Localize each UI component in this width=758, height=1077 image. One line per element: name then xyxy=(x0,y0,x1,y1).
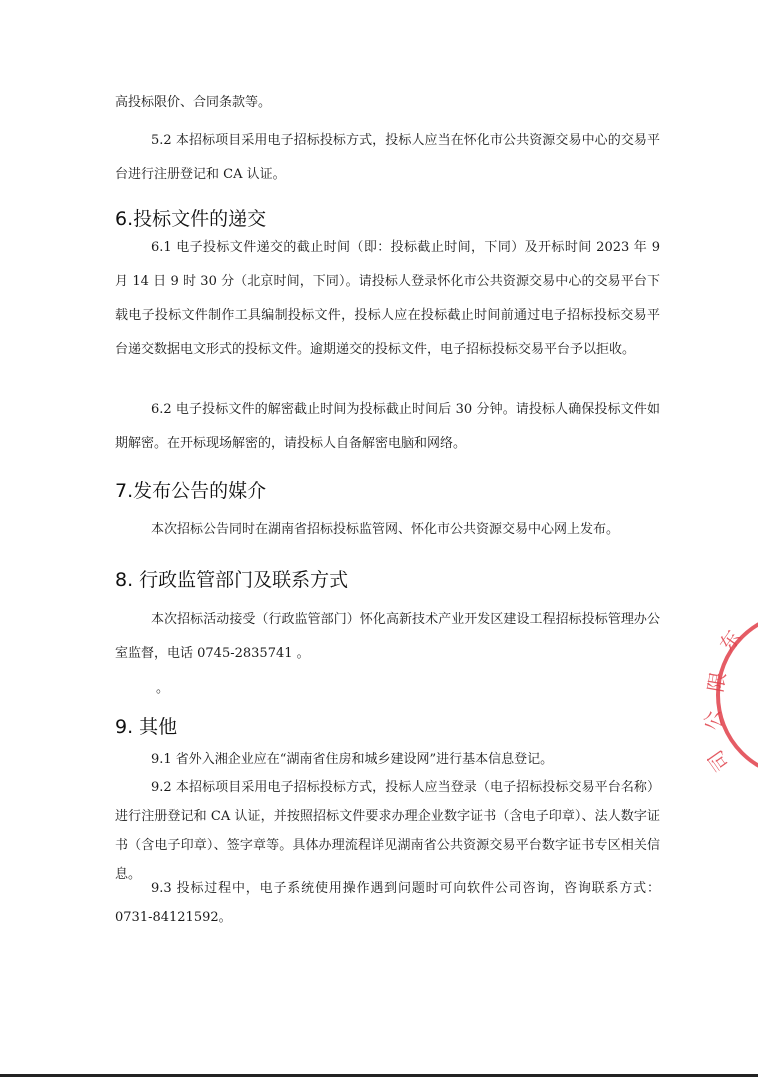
clause-9-3: 9.3 投标过程中，电子系统使用操作遇到问题时可向软件公司咨询，咨询联系方式：0731-84121592。 xyxy=(115,881,660,925)
stray-period: 。 xyxy=(156,681,170,696)
clause-8: 本次招标活动接受（行政监管部门）怀化高新技术产业开发区建设工程招标投标管理办公室监督，电话 0745-2835741 。 xyxy=(115,612,660,661)
clause-6-1: 6.1 电子投标文件递交的截止时间（即：投标截止时间，下同）及开标时间 2023 年 9 月 14 日 9 时 30 分（北京时间，下同）。请投标人登录怀化市公共资源交易中心的交易平台下载电子投标文件制作工具编制投标文件，投标人应在投标截止时间前通过电子招标投标交易平台递交数据电文形式的投标文件。逾期递交的投标文件，电子招标投标交易平台予以拒收。 xyxy=(115,240,660,357)
section-7-heading: 7.发布公告的媒介 xyxy=(115,480,267,502)
company-seal-stamp xyxy=(700,605,758,785)
section-6-heading: 6.投标文件的递交 xyxy=(115,208,267,230)
clause-6-2: 6.2 电子投标文件的解密截止时间为投标截止时间后 30 分钟。请投标人确保投标文件如期解密。在开标现场解密的，请投标人自备解密电脑和网络。 xyxy=(115,402,660,451)
svg-text:公: 公 xyxy=(700,708,727,733)
section-8-heading: 8. 行政监管部门及联系方式 xyxy=(115,569,349,591)
svg-text:限: 限 xyxy=(703,670,731,694)
svg-text:东: 东 xyxy=(714,625,746,656)
clause-5-2: 5.2 本招标项目采用电子招标投标方式，投标人应当在怀化市公共资源交易中心的交易平台进行注册登记和 CA 认证。 xyxy=(115,133,660,182)
section-9-heading: 9. 其他 xyxy=(115,716,178,738)
clause-7: 本次招标公告同时在湖南省招标投标监管网、怀化市公共资源交易中心网上发布。 xyxy=(151,522,620,537)
clause-9-1: 9.1 省外入湘企业应在“湖南省住房和城乡建设网”进行基本信息登记。 xyxy=(151,752,554,767)
clause-9-2: 9.2 本招标项目采用电子招标投标方式，投标人应当登录（电子招标投标交易平台名称）进行注册登记和 CA 认证，并按照招标文件要求办理企业数字证书（含电子印章）、法人数字证书（含电子印章）、签字章等。具体办理流程详见湖南省公共资源交易平台数字证书专区相关信息。 xyxy=(115,780,660,882)
continuation-text: 高投标限价、合同条款等。 xyxy=(115,95,272,110)
svg-text:司: 司 xyxy=(702,745,735,776)
